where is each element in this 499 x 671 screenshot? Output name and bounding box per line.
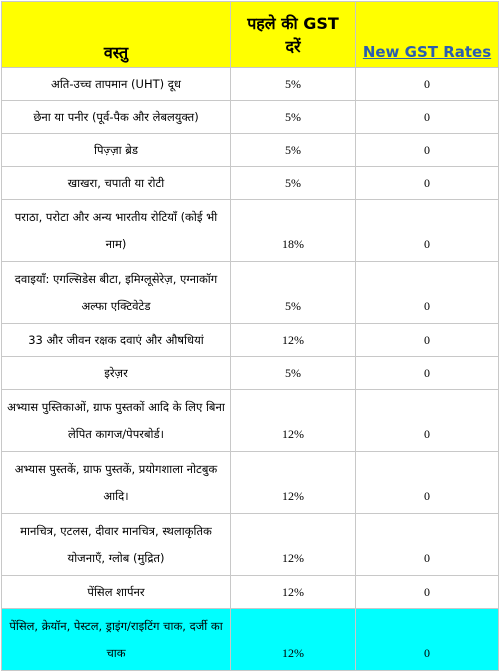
table-row — [2, 167, 499, 200]
header-new-rate — [356, 2, 499, 68]
old-rate-cell: 5% — [231, 134, 356, 167]
item-cell: पेंसिल, क्रेयॉन, पेस्टल, ड्राइंग/राइटिंग चाक, दर्जी का चाक — [2, 609, 231, 671]
header-old-rate-line2: दरें — [285, 36, 301, 56]
old-rate-cell: 12% — [231, 390, 356, 452]
old-rate-cell: 5% — [231, 357, 356, 390]
table-header-row — [2, 2, 499, 68]
header-item-label: वस्तु — [103, 43, 129, 62]
item-cell: दवाइयाँ: एगल्सिडेस बीटा, इमिग्लूसेरेज़, एग्नाकॉग अल्फा एक्टिवेटेड — [2, 262, 231, 324]
table-row — [2, 452, 499, 514]
table-row — [2, 576, 499, 609]
item-cell: पराठा, परोटा और अन्य भारतीय रोटियाँ (कोई भी नाम) — [2, 200, 231, 262]
old-rate-cell: 5% — [231, 68, 356, 101]
old-rate-cell: 12% — [231, 576, 356, 609]
table-row — [2, 134, 499, 167]
new-rate-cell: 0 — [356, 609, 499, 671]
table-row — [2, 390, 499, 452]
old-rate-cell: 18% — [231, 200, 356, 262]
old-rate-cell: 5% — [231, 167, 356, 200]
item-cell: अभ्यास पुस्तिकाओं, ग्राफ पुस्तकों आदि के लिए बिना लेपित कागज/पेपरबोर्ड। — [2, 390, 231, 452]
table-row — [2, 68, 499, 101]
new-rate-cell: 0 — [356, 357, 499, 390]
new-rate-cell: 0 — [356, 200, 499, 262]
new-rate-cell: 0 — [356, 390, 499, 452]
new-rate-cell: 0 — [356, 167, 499, 200]
old-rate-cell: 5% — [231, 101, 356, 134]
item-cell: इरेज़र — [2, 357, 231, 390]
table-row — [2, 357, 499, 390]
table-row — [2, 514, 499, 576]
old-rate-cell: 12% — [231, 324, 356, 357]
new-rate-cell: 0 — [356, 514, 499, 576]
new-rate-cell: 0 — [356, 68, 499, 101]
old-rate-cell: 12% — [231, 609, 356, 671]
header-old-rate-line1: पहले की GST — [247, 13, 339, 33]
table-row — [2, 101, 499, 134]
item-cell: मानचित्र, एटलस, दीवार मानचित्र, स्थलाकृतिक योजनाएँ, ग्लोब (मुद्रित) — [2, 514, 231, 576]
table-row-highlighted — [2, 609, 499, 671]
gst-rates-table — [1, 1, 499, 671]
new-rate-cell: 0 — [356, 134, 499, 167]
item-cell: अति-उच्च तापमान (UHT) दूध — [2, 68, 231, 101]
table-row — [2, 262, 499, 324]
old-rate-cell: 12% — [231, 452, 356, 514]
item-cell: खाखरा, चपाती या रोटी — [2, 167, 231, 200]
old-rate-cell: 5% — [231, 262, 356, 324]
item-cell: पेंसिल शार्पनर — [2, 576, 231, 609]
new-rate-cell: 0 — [356, 324, 499, 357]
old-rate-cell: 12% — [231, 514, 356, 576]
item-cell: छेना या पनीर (पूर्व-पैक और लेबलयुक्त) — [2, 101, 231, 134]
new-rate-cell: 0 — [356, 576, 499, 609]
table-row — [2, 200, 499, 262]
new-rate-cell: 0 — [356, 262, 499, 324]
item-cell: 33 और जीवन रक्षक दवाएं और औषधियां — [2, 324, 231, 357]
header-item — [2, 2, 231, 68]
new-rate-cell: 0 — [356, 101, 499, 134]
header-old-rate — [231, 2, 356, 68]
item-cell: पिज़्ज़ा ब्रेड — [2, 134, 231, 167]
table-row — [2, 324, 499, 357]
item-cell: अभ्यास पुस्तकें, ग्राफ पुस्तकें, प्रयोगशाला नोटबुक आदि। — [2, 452, 231, 514]
header-new-rate-link[interactable]: New GST Rates — [362, 43, 492, 61]
new-rate-cell: 0 — [356, 452, 499, 514]
